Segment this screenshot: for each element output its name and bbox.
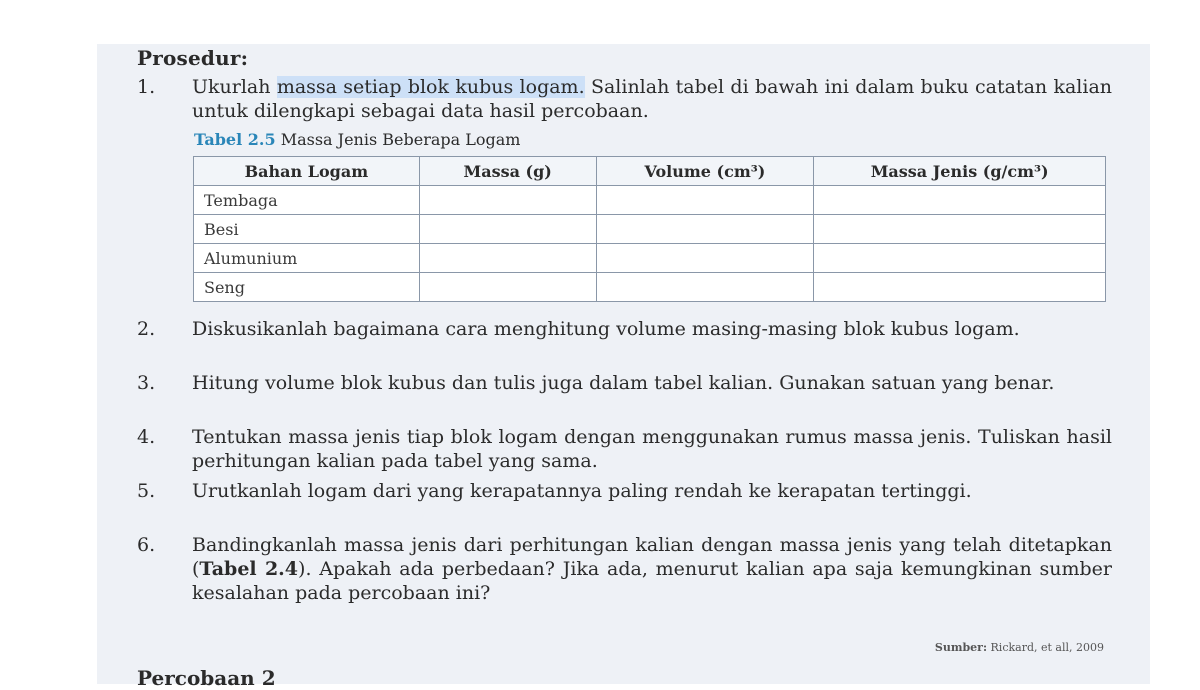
table-row	[194, 186, 1106, 215]
step-text-part: Ukurlah	[192, 76, 277, 98]
empty-cell	[419, 215, 596, 244]
step-number: 3.	[137, 372, 156, 394]
empty-cell	[596, 244, 814, 273]
procedure-step-3	[137, 371, 1112, 395]
step-text-part: Salinlah tabel di bawah ini dalam buku catatan kalian untuk dilengkapi sebagai data hasil percobaan.	[192, 76, 1113, 122]
column-header: Massa (g)	[419, 157, 596, 186]
step-text	[192, 533, 1112, 605]
procedure-step-5	[137, 479, 1112, 503]
table-row	[194, 215, 1106, 244]
next-section-heading: Percobaan 2	[137, 666, 276, 690]
highlighted-text[interactable]: massa setiap blok kubus logam.	[276, 76, 585, 98]
empty-cell	[814, 273, 1106, 302]
table-row	[194, 273, 1106, 302]
procedure-step-4	[137, 425, 1112, 473]
table-reference: Tabel 2.4	[199, 558, 299, 580]
density-table	[193, 156, 1106, 302]
step-text: Diskusikanlah bagaimana cara menghitung volume masing-masing blok kubus logam.	[192, 318, 1020, 340]
table-caption-text: Massa Jenis Beberapa Logam	[280, 130, 521, 149]
metal-name-cell: Besi	[194, 215, 420, 244]
empty-cell	[596, 215, 814, 244]
table-header-row	[194, 157, 1106, 186]
metal-name-cell: Seng	[194, 273, 420, 302]
source-citation	[935, 641, 1104, 654]
table-row	[194, 244, 1106, 273]
step-number: 2.	[137, 318, 156, 340]
empty-cell	[814, 186, 1106, 215]
step-number: 4.	[137, 426, 156, 448]
metal-name-cell: Tembaga	[194, 186, 420, 215]
empty-cell	[419, 273, 596, 302]
empty-cell	[596, 273, 814, 302]
column-header: Volume (cm³)	[596, 157, 814, 186]
empty-cell	[596, 186, 814, 215]
procedure-heading: Prosedur:	[137, 46, 249, 70]
step-text	[192, 75, 1112, 123]
column-header: Massa Jenis (g/cm³)	[814, 157, 1106, 186]
step-text-part: Bandingkanlah massa jenis dari perhitungan kalian dengan massa jenis yang telah ditetapkan (	[192, 534, 1112, 580]
empty-cell	[814, 215, 1106, 244]
source-label: Sumber:	[934, 641, 988, 654]
textbook-page	[97, 44, 1150, 690]
step-number: 1.	[137, 76, 156, 98]
table-caption-label: Tabel 2.5	[194, 130, 276, 149]
step-text: Tentukan massa jenis tiap blok logam dengan menggunakan rumus massa jenis. Tuliskan hasil perhitungan kalian pada tabel yang sama.	[192, 426, 1112, 472]
empty-cell	[419, 186, 596, 215]
step-text-part: ). Apakah ada perbedaan? Jika ada, menurut kalian apa saja kemungkinan sumber kesalahan pada percobaan ini?	[192, 558, 1112, 604]
table-caption	[194, 130, 520, 149]
empty-cell	[419, 244, 596, 273]
step-text: Hitung volume blok kubus dan tulis juga dalam tabel kalian. Gunakan satuan yang benar.	[192, 372, 1055, 394]
metal-name-cell: Alumunium	[194, 244, 420, 273]
procedure-step-6	[137, 533, 1112, 605]
procedure-step-2	[137, 317, 1112, 341]
column-header: Bahan Logam	[194, 157, 420, 186]
source-text: Rickard, et all, 2009	[987, 641, 1104, 654]
step-number: 6.	[137, 534, 156, 556]
step-number: 5.	[137, 480, 156, 502]
step-text: Urutkanlah logam dari yang kerapatannya paling rendah ke kerapatan tertinggi.	[192, 480, 972, 502]
empty-cell	[814, 244, 1106, 273]
procedure-step-1	[137, 75, 1112, 123]
